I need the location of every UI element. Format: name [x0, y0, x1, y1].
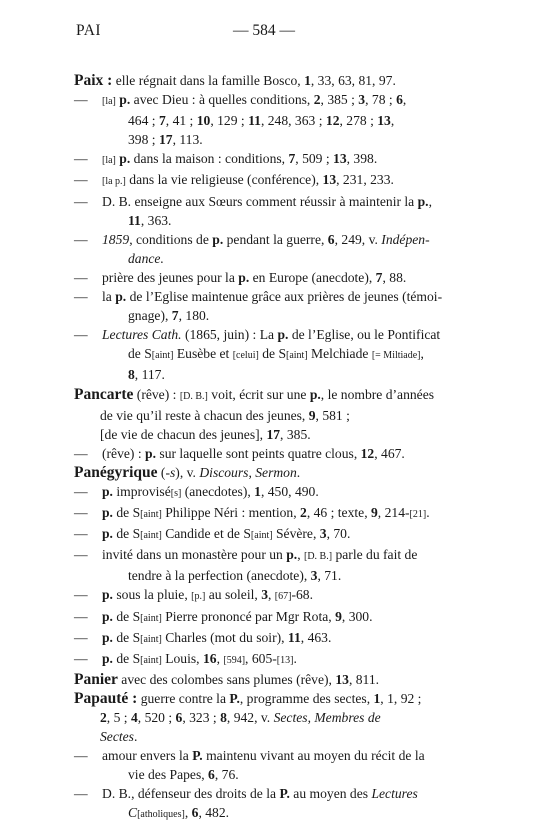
- page-number: — 584 —: [233, 22, 295, 39]
- entry-text: Papauté : guerre contre la P., programme des sectes, 1, 1, 92 ; 2, 5 ; 4, 520 ; 6, 323 ; 8, 942, v. Sectes, Membres de Sectes.: [74, 689, 422, 745]
- index-subentry: [74, 649, 466, 670]
- subentry-dash: —: [74, 269, 88, 285]
- subentry-dash: —: [74, 172, 88, 188]
- index-subentry: [74, 149, 466, 170]
- entry-text: Lectures Cath. (1865, juin) : La p. de l’Eglise, ou le Pontificat de S[aint] Eusèbe et [celui] de S[aint] Melchiade [= Miltiade], 8, 117.: [102, 327, 441, 383]
- index-entry: [74, 385, 466, 444]
- entry-text: p. improvisé[s] (anecdotes), 1, 450, 490.: [102, 483, 319, 499]
- index-subentry: [74, 268, 466, 287]
- entry-text: p. de S[aint] Pierre prononcé par Mgr Rota, 9, 300.: [102, 608, 373, 624]
- subentry-dash: —: [74, 289, 88, 305]
- entry-text: [la] p. dans la maison : conditions, 7, 509 ; 13, 398.: [102, 151, 378, 167]
- subentry-dash: —: [74, 786, 88, 802]
- index-entry: [74, 71, 466, 90]
- subentry-dash: —: [74, 151, 88, 167]
- subentry-dash: —: [74, 547, 88, 563]
- entry-text: prière des jeunes pour la p. en Europe (anecdote), 7, 88.: [102, 269, 407, 285]
- entry-text: Paix : elle régnait dans la famille Bosco, 1, 33, 63, 81, 97.: [74, 72, 396, 89]
- index-subentry: [74, 325, 466, 384]
- entry-text: p. de S[aint] Charles (mot du soir), 11, 463.: [102, 629, 332, 645]
- index-subentry: [74, 784, 466, 824]
- entry-text: D. B. enseigne aux Sœurs comment réussir à maintenir la p., 11, 363.: [102, 193, 432, 228]
- running-head: PAI: [76, 22, 102, 39]
- index-subentry: [74, 545, 466, 585]
- subentry-dash: —: [74, 748, 88, 764]
- index-subentry: [74, 444, 466, 463]
- entry-text: la p. de l’Eglise maintenue grâce aux prières de jeunes (témoi- gnage), 7, 180.: [102, 289, 443, 324]
- index-subentry: [74, 482, 466, 503]
- index-subentry: [74, 90, 466, 149]
- entry-text: Pancarte (rêve) : [D. B.] voit, écrit sur une p., le nombre d’années de vie qu’il reste à chacun des jeunes, 9, 581 ; [de vie de chacun des jeunes], 17, 385.: [74, 385, 435, 442]
- index-subentry: [74, 230, 466, 268]
- index-subentry: [74, 503, 466, 524]
- subentry-dash: —: [74, 608, 88, 624]
- subentry-dash: —: [74, 526, 88, 542]
- index-entries: [74, 71, 466, 825]
- index-subentry: [74, 607, 466, 628]
- index-subentry: [74, 192, 466, 230]
- entry-text: Panégyrique (-s), v. Discours, Sermon.: [74, 463, 301, 481]
- entry-text: (rêve) : p. sur laquelle sont peints quatre clous, 12, 467.: [102, 445, 405, 461]
- subentry-dash: —: [74, 231, 88, 247]
- index-entry: [74, 689, 466, 746]
- subentry-dash: —: [74, 327, 88, 343]
- entry-text: Panier avec des colombes sans plumes (rêve), 13, 811.: [74, 670, 380, 688]
- entry-text: p. de S[aint] Louis, 16, [594], 605-[13].: [102, 650, 297, 666]
- entry-text: D. B., défenseur des droits de la P. au moyen des Lectures C[atholiques], 6, 482.: [102, 786, 418, 821]
- subentry-dash: —: [74, 650, 88, 666]
- index-subentry: [74, 287, 466, 325]
- entry-text: [la] p. avec Dieu : à quelles conditions, 2, 385 ; 3, 78 ; 6, 464 ; 7, 41 ; 10, 129 ; 11, 248, 363 ; 12, 278 ; 13, 398 ; 17, 113.: [102, 92, 407, 148]
- subentry-dash: —: [74, 505, 88, 521]
- subentry-dash: —: [74, 483, 88, 499]
- subentry-dash: —: [74, 629, 88, 645]
- subentry-dash: —: [74, 193, 88, 209]
- index-subentry: [74, 524, 466, 545]
- index-subentry: [74, 170, 466, 191]
- index-subentry: [74, 746, 466, 784]
- entry-text: 1859, conditions de p. pendant la guerre, 6, 249, v. Indépen- dance.: [102, 231, 430, 266]
- subentry-dash: —: [74, 445, 88, 461]
- entry-text: invité dans un monastère pour un p., [D. B.] parle du fait de tendre à la perfection (anecdote), 3, 71.: [102, 547, 418, 584]
- subentry-dash: —: [74, 587, 88, 603]
- index-entry: [74, 670, 466, 689]
- index-subentry: [74, 585, 466, 606]
- entry-text: [la p.] dans la vie religieuse (conférence), 13, 231, 233.: [102, 172, 394, 188]
- index-subentry: [74, 628, 466, 649]
- entry-text: p. sous la pluie, [p.] au soleil, 3, [67]-68.: [102, 587, 313, 603]
- subentry-dash: —: [74, 92, 88, 108]
- index-entry: [74, 463, 466, 482]
- entry-text: p. de S[aint] Philippe Néri : mention, 2, 46 ; texte, 9, 214-[21].: [102, 505, 430, 521]
- entry-text: p. de S[aint] Candide et de S[aint] Sévère, 3, 70.: [102, 526, 351, 542]
- entry-text: amour envers la P. maintenu vivant au moyen du récit de la vie des Papes, 6, 76.: [102, 748, 425, 783]
